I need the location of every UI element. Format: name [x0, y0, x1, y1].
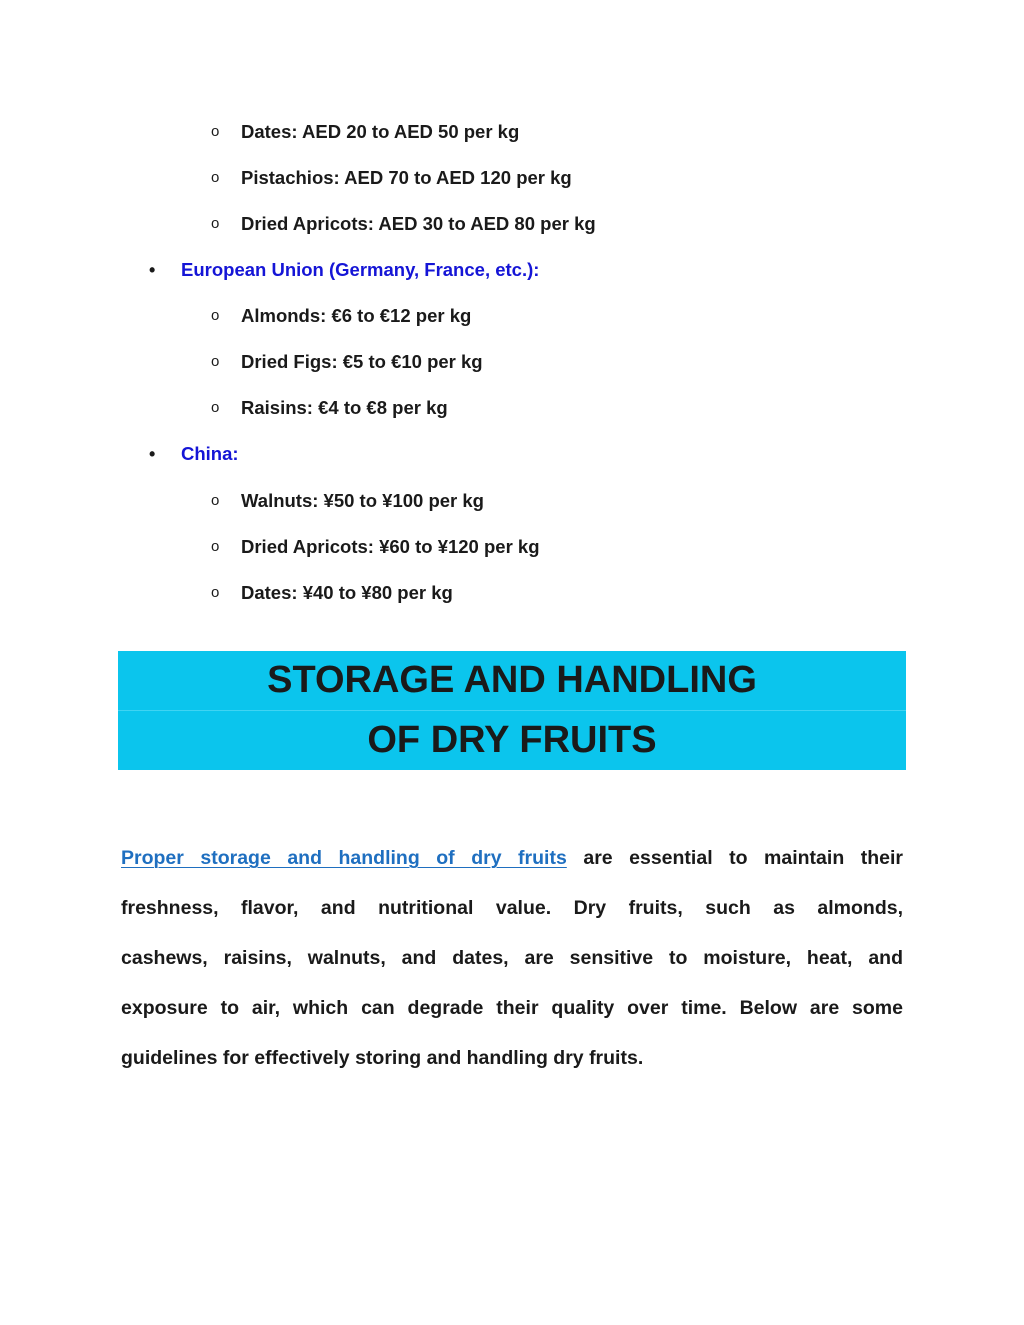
- list-item-text: Raisins: €4 to €8 per kg: [241, 397, 448, 418]
- list-item-china-dried-apricots: [211, 533, 540, 561]
- list-heading-text: China:: [181, 443, 239, 464]
- list-item-text: Almonds: €6 to €12 per kg: [241, 305, 472, 326]
- list-heading-text: European Union (Germany, France, etc.):: [181, 259, 540, 280]
- paragraph-line-1-rest: are essential to maintain their: [583, 847, 903, 869]
- circle-bullet-icon: o: [211, 215, 220, 232]
- dot-bullet-icon: •: [149, 444, 156, 464]
- paragraph-line-5: guidelines for effectively storing and handling dry fruits.: [121, 1047, 644, 1069]
- circle-bullet-icon: o: [211, 307, 220, 324]
- list-item-text: Pistachios: AED 70 to AED 120 per kg: [241, 167, 572, 188]
- list-item-text: Walnuts: ¥50 to ¥100 per kg: [241, 490, 484, 511]
- intro-paragraph: [121, 833, 903, 1083]
- circle-bullet-icon: o: [211, 492, 220, 509]
- banner-title-line-1: STORAGE AND HANDLING: [267, 659, 757, 701]
- circle-bullet-icon: o: [211, 584, 220, 601]
- paragraph-line-1: [121, 833, 903, 883]
- list-item-text: Dried Apricots: ¥60 to ¥120 per kg: [241, 536, 540, 557]
- list-heading-eu: [149, 256, 540, 284]
- list-item-uae-pistachios: [211, 164, 572, 192]
- list-item-text: Dates: ¥40 to ¥80 per kg: [241, 582, 453, 603]
- paragraph-line-3: cashews, raisins, walnuts, and dates, are sensitive to moisture, heat, and: [121, 947, 903, 969]
- circle-bullet-icon: o: [211, 399, 220, 416]
- paragraph-line-4: exposure to air, which can degrade their quality over time. Below are some: [121, 997, 903, 1019]
- list-item-eu-raisins: [211, 394, 448, 422]
- list-item-eu-dried-figs: [211, 348, 483, 376]
- list-item-text: Dried Apricots: AED 30 to AED 80 per kg: [241, 213, 596, 234]
- list-item-text: Dates: AED 20 to AED 50 per kg: [241, 121, 520, 142]
- list-item-eu-almonds: [211, 302, 472, 330]
- list-heading-china: [149, 440, 239, 468]
- list-item-china-dates: [211, 579, 453, 607]
- banner-title-line-2: OF DRY FRUITS: [367, 719, 657, 761]
- storage-handling-link[interactable]: Proper storage and handling of dry fruits: [121, 847, 567, 869]
- list-item-text: Dried Figs: €5 to €10 per kg: [241, 351, 483, 372]
- circle-bullet-icon: o: [211, 353, 220, 370]
- list-item-uae-dates: [211, 118, 520, 146]
- circle-bullet-icon: o: [211, 123, 220, 140]
- section-banner: [118, 651, 906, 770]
- paragraph-line-2: freshness, flavor, and nutritional value. Dry fruits, such as almonds,: [121, 897, 903, 919]
- circle-bullet-icon: o: [211, 538, 220, 555]
- list-item-china-walnuts: [211, 487, 484, 515]
- list-item-uae-dried-apricots: [211, 210, 596, 238]
- dot-bullet-icon: •: [149, 260, 156, 280]
- circle-bullet-icon: o: [211, 169, 220, 186]
